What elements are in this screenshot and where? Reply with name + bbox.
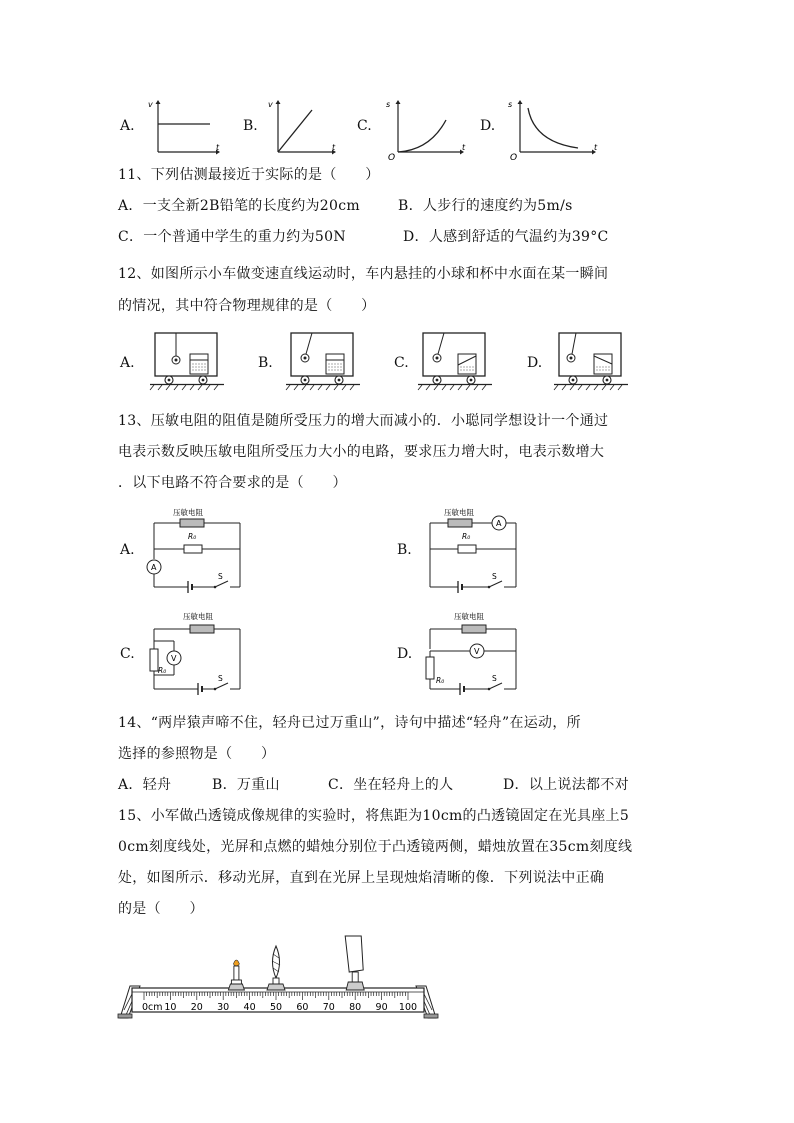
q13-c-resistor-label: 压敏电阻	[183, 612, 213, 621]
q13-d-switch: S	[492, 674, 497, 683]
q10-b-yaxis: v	[268, 100, 273, 109]
optical-bench-figure	[118, 930, 438, 1022]
q10-d-xaxis: t	[594, 143, 598, 152]
q12-stem-line1: 12、如图所示小车做变速直线运动时，车内悬挂的小球和杯中水面在某一瞬间	[118, 266, 609, 282]
q13-d-r0-label: R₀	[436, 676, 445, 685]
q12-option-d-label[interactable]: D.	[527, 355, 543, 371]
q12-cart-c	[418, 330, 496, 392]
q12-stem-line2: 的情况，其中符合物理规律的是（ ）	[118, 298, 376, 314]
q10-c-origin: O	[388, 153, 396, 163]
q13-option-a-label[interactable]: A.	[120, 542, 135, 558]
q10-graph-a	[148, 98, 218, 156]
ruler-label: 0cm	[142, 1002, 163, 1013]
ruler-label: 30	[217, 1002, 230, 1013]
q10-c-xaxis: t	[462, 143, 466, 152]
q10-c-yaxis: s	[386, 100, 391, 109]
q15-stem-line1: 15、小军做凸透镜成像规律的实验时，将焦距为10cm的凸透镜固定在光具座上5	[118, 808, 630, 824]
q10-graph-b	[268, 98, 338, 156]
candle	[228, 960, 244, 990]
q13-c-switch: S	[218, 674, 223, 683]
q10-option-b-label: B.	[243, 118, 258, 134]
q10-d-yaxis: s	[508, 100, 513, 109]
q13-circuit-c	[140, 607, 250, 699]
q10-b-xaxis: t	[332, 143, 336, 152]
q13-c-r0-label: R₀	[158, 666, 167, 675]
q11-stem: 11、下列估测最接近于实际的是（ ）	[118, 167, 380, 183]
q14-choice-c[interactable]: C．坐在轻舟上的人	[328, 777, 454, 793]
q10-option-a-label: A.	[120, 118, 135, 134]
q14-stem-line2: 选择的参照物是（ ）	[118, 746, 276, 762]
q12-cart-a	[150, 330, 228, 392]
q15-stem-line3: 处，如图所示．移动光屏，直到在光屏上呈现烛焰清晰的像．下列说法中正确	[118, 870, 605, 886]
ruler-label: 20	[190, 1002, 203, 1013]
q13-a-switch: S	[218, 572, 223, 581]
q10-graph-d	[508, 98, 598, 163]
q11-choice-d[interactable]: D．人感到舒适的气温约为39°C	[403, 229, 609, 245]
q13-a-ammeter: A	[151, 563, 157, 572]
q13-a-r0-label: R₀	[188, 532, 197, 541]
q13-b-resistor-label: 压敏电阻	[444, 508, 474, 517]
q13-c-voltmeter: V	[171, 654, 177, 663]
q11-choice-b[interactable]: B．人步行的速度约为5m/s	[398, 198, 573, 214]
q10-graph-c	[386, 98, 466, 163]
q15-stem-line2: 0cm刻度线处，光屏和点燃的蜡烛分别位于凸透镜两侧，蜡烛放置在35cm刻度线	[118, 839, 633, 855]
q11-choice-a[interactable]: A．一支全新2B铅笔的长度约为20cm	[118, 198, 360, 214]
ruler-label: 40	[243, 1002, 256, 1013]
q14-choice-b[interactable]: B．万重山	[212, 777, 280, 793]
q13-option-b-label[interactable]: B.	[397, 542, 412, 558]
q12-cart-d	[554, 330, 632, 392]
q10-d-origin: O	[510, 153, 518, 163]
q13-circuit-d	[418, 607, 528, 699]
q12-option-c-label[interactable]: C.	[394, 355, 409, 371]
q13-circuit-a	[140, 505, 250, 595]
ruler-label: 60	[296, 1002, 309, 1013]
q13-option-c-label[interactable]: C.	[120, 646, 135, 662]
q13-option-d-label[interactable]: D.	[397, 646, 413, 662]
q13-circuit-b	[418, 505, 528, 595]
ruler-label: 90	[375, 1002, 388, 1013]
q12-option-a-label[interactable]: A.	[120, 355, 135, 371]
q13-stem-line3: ．以下电路不符合要求的是（ ）	[118, 475, 347, 491]
q13-d-resistor-label: 压敏电阻	[454, 612, 484, 621]
q13-d-voltmeter: V	[474, 647, 480, 656]
q14-choice-a[interactable]: A．轻舟	[118, 777, 172, 793]
q13-a-resistor-label: 压敏电阻	[173, 508, 203, 517]
q13-b-ammeter: A	[496, 519, 502, 528]
ruler-label: 50	[269, 1002, 283, 1013]
q13-b-r0-label: R₀	[462, 532, 471, 541]
ruler-label: 70	[322, 1002, 335, 1013]
q10-option-c-label: C.	[357, 118, 372, 134]
q10-a-xaxis: t	[216, 143, 220, 152]
q10-a-yaxis: v	[148, 100, 153, 109]
q13-stem-line2: 电表示数反映压敏电阻所受压力大小的电路，要求压力增大时，电表示数增大	[118, 444, 605, 460]
ruler-label: 100	[398, 1002, 418, 1013]
q12-option-b-label[interactable]: B.	[258, 355, 273, 371]
q13-b-switch: S	[492, 572, 497, 581]
ruler-label: 80	[349, 1002, 362, 1013]
q12-cart-b	[286, 330, 364, 392]
ruler-label: 10	[164, 1002, 177, 1013]
q10-option-d-label: D.	[480, 118, 496, 134]
q10-options	[0, 90, 794, 163]
q14-choice-d[interactable]: D．以上说法都不对	[503, 777, 629, 793]
convex-lens	[267, 946, 285, 990]
q13-stem-line1: 13、压敏电阻的阻值是随所受压力的增大而减小的．小聪同学想设计一个通过	[118, 413, 609, 429]
q14-stem-line1: 14、“两岸猿声啼不住，轻舟已过万重山”，诗句中描述“轻舟”在运动，所	[118, 715, 581, 731]
light-screen	[345, 936, 364, 990]
q15-stem-line4: 的是（ ）	[118, 901, 204, 917]
q11-choice-c[interactable]: C．一个普通中学生的重力约为50N	[118, 229, 346, 245]
